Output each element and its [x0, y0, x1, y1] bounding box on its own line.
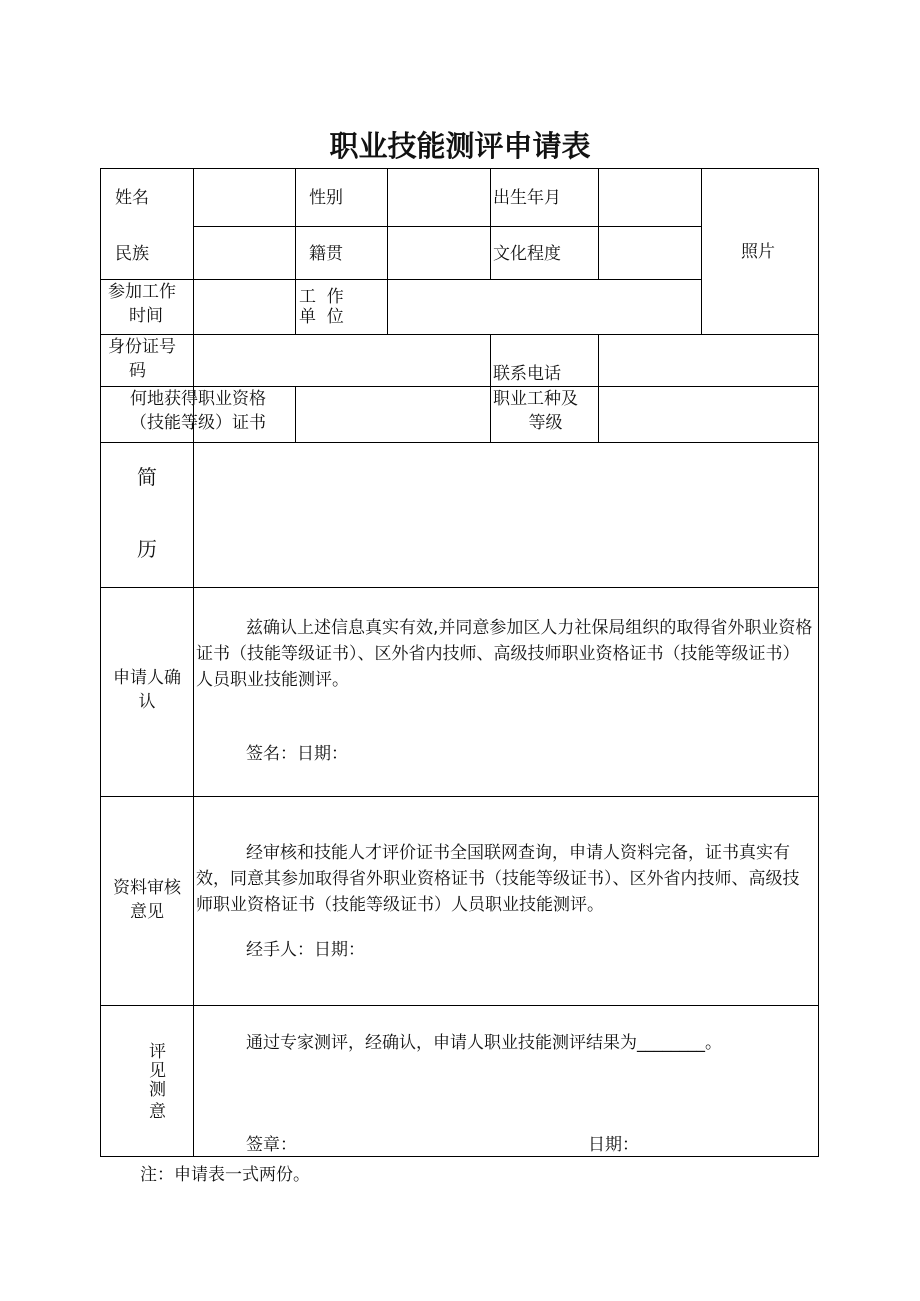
footnote: 注：申请表一式两份。 [140, 1165, 310, 1185]
col-line [295, 169, 296, 334]
resume-label-line2: 历 [137, 537, 157, 561]
row-line [101, 279, 701, 280]
eval-label-char1: 评 [149, 1042, 166, 1062]
eval-label-char2: 见 [149, 1061, 166, 1081]
review-label: 资料审核 [113, 878, 181, 898]
id-number-label: 身份证号 [108, 337, 176, 357]
applicant-confirm-label-line2: 认 [138, 692, 156, 712]
col-line [295, 386, 296, 442]
name-label: 姓名 [115, 188, 149, 208]
applicant-confirm-text: 兹确认上述信息真实有效,并同意参加区人力社保局组织的取得省外职业资格证书（技能等级证书）、区外省内技师、高级技师职业资格证书（技能等级证书）人员职业技能测评。 [196, 618, 813, 690]
work-unit-label-line2: 单 位 [299, 307, 344, 327]
eval-label-char4: 意 [149, 1102, 166, 1122]
col-line [387, 169, 388, 334]
col-line [193, 169, 194, 1156]
work-start-label: 参加工作 [108, 282, 176, 302]
occupation-label: 职业工种及 [493, 389, 578, 409]
col-line [490, 169, 491, 279]
native-place-label: 籍贯 [309, 244, 343, 264]
row-line [101, 796, 818, 797]
col-line [701, 169, 702, 334]
work-start-label-line2: 时间 [129, 306, 163, 326]
gender-label: 性别 [309, 188, 343, 208]
cert-place-label: 何地获得职业资格 [130, 389, 266, 409]
ethnicity-label: 民族 [115, 244, 149, 264]
resume-label: 简 [137, 465, 157, 489]
birth-label: 出生年月 [493, 188, 561, 208]
row-line [101, 386, 818, 387]
review-label-line2: 意见 [130, 902, 164, 922]
application-form-table [100, 168, 819, 1157]
col-line [598, 169, 599, 279]
eval-seal: 签章： [246, 1135, 297, 1155]
review-text: 经审核和技能人才评价证书全国联网查询，申请人资料完备，证书真实有效，同意其参加取得省外职业资格证书（技能等级证书）、区外省内技师、高级技师职业资格证书（技能等级证书）人员职业技能测评。 [196, 843, 800, 915]
row-line [193, 226, 701, 227]
form-title: 职业技能测评申请表 [329, 129, 591, 163]
occupation-label-line2: 等级 [528, 413, 563, 433]
applicant-sign: 签名：日期： [246, 744, 348, 764]
row-line [101, 442, 818, 443]
id-number-label-line2: 码 [129, 361, 146, 381]
eval-label-char3: 测 [149, 1080, 166, 1100]
review-sign: 经手人：日期： [246, 940, 365, 960]
applicant-confirm-label: 申请人确 [113, 668, 181, 688]
eval-result-text: 通过专家测评，经确认，申请人职业技能测评结果为________。 [246, 1033, 722, 1053]
work-unit-label: 工 作 [299, 287, 344, 307]
row-line [101, 334, 818, 335]
row-line [101, 587, 818, 588]
eval-date: 日期： [588, 1135, 639, 1155]
education-label: 文化程度 [493, 244, 561, 264]
phone-label: 联系电话 [493, 364, 561, 384]
photo-label: 照片 [741, 242, 775, 262]
cert-place-label-line2: （技能等级）证书 [130, 413, 266, 433]
row-line [101, 1005, 818, 1006]
